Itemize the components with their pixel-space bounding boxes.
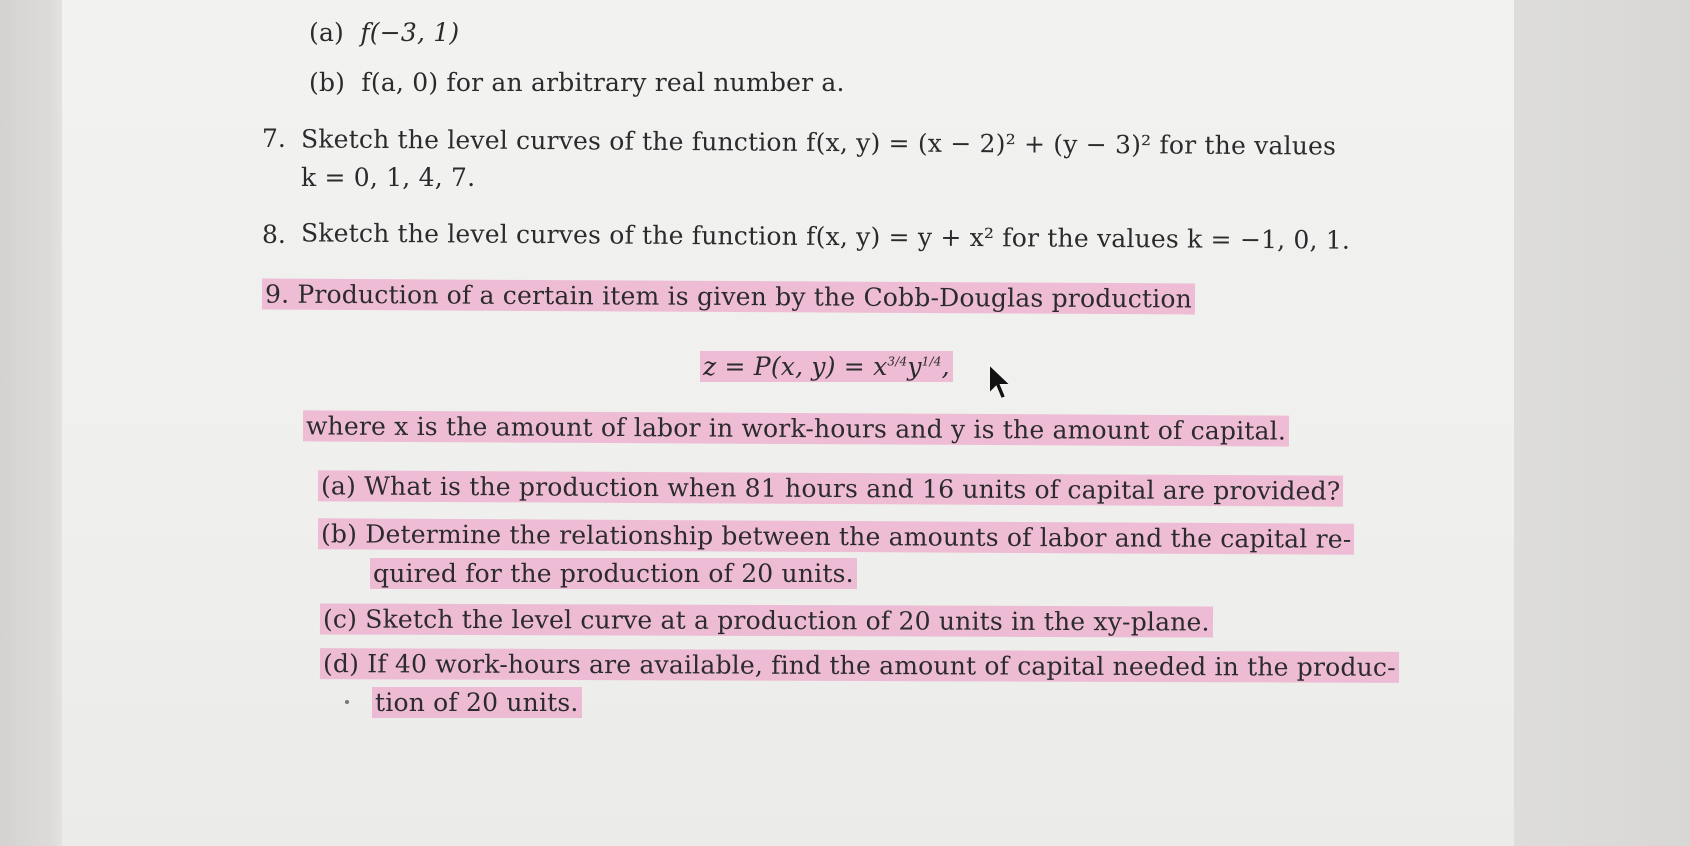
q9-formula-lhs: z = P(x, y) = x	[703, 352, 888, 381]
q9-part-a-label: (a)	[320, 471, 357, 501]
q7-number: 7.	[262, 124, 286, 153]
q9-line1	[262, 280, 1195, 314]
prev-item-b-text: f(a, 0) for an arbitrary real number a.	[361, 68, 845, 97]
q9-part-c-text: Sketch the level curve at a production of 20 units in the xy-plane.	[365, 604, 1210, 637]
q9-line3	[303, 411, 1289, 445]
q9-exponent-y: 1/4	[921, 354, 942, 369]
q9-part-b-text1: Determine the relationship between the amounts of labor and the capital re-	[365, 519, 1352, 554]
q9-part-c	[320, 604, 1213, 636]
q9-part-d-line1	[320, 649, 1399, 682]
q9-part-a	[318, 471, 1344, 505]
prev-item-a-label: (a)	[309, 18, 345, 47]
q9-part-b-text2: quired for the production of 20 units.	[370, 558, 857, 589]
q9-part-c-label: (c)	[322, 604, 358, 634]
q8-line1: Sketch the level curves of the function f(x, y) = y + x² for the values k = −1, 0, 1.	[300, 218, 1351, 255]
prev-item-a	[309, 18, 459, 47]
q9-line3-text: where x is the amount of labor in work-hours and y is the amount of capital.	[303, 410, 1289, 446]
q7-line2: k = 0, 1, 4, 7.	[301, 163, 476, 192]
q9-part-b-label: (b)	[320, 519, 358, 549]
q9-number: 9.	[264, 279, 290, 309]
q9-part-b-line2	[370, 559, 857, 588]
mouse-pointer-icon	[985, 362, 1017, 404]
q8-number: 8.	[262, 220, 286, 249]
q9-formula-end: ,	[941, 352, 950, 381]
page-speck	[345, 700, 349, 704]
q9-formula-y: y	[907, 352, 922, 381]
q7-line1: Sketch the level curves of the function f(x, y) = (x − 2)² + (y − 3)² for the values	[300, 124, 1337, 161]
q9-part-d-label: (d)	[322, 649, 360, 679]
prev-item-a-text: f(−3, 1)	[360, 18, 460, 47]
q9-part-d-text2: tion of 20 units.	[372, 687, 582, 718]
q9-part-a-text: What is the production when 81 hours and 16 units of capital are provided?	[364, 471, 1341, 506]
prev-item-b-label: (b)	[309, 68, 346, 97]
q9-text: Production of a certain item is given by the Cobb-Douglas production	[297, 279, 1193, 314]
q9-part-d-line2	[372, 688, 582, 717]
prev-item-b	[309, 68, 845, 97]
q9-exponent-x: 3/4	[887, 354, 908, 369]
q9-part-d-text1: If 40 work-hours are available, find the amount of capital needed in the produc-	[367, 649, 1396, 682]
q9-part-b-line1	[318, 519, 1355, 553]
q9-formula	[700, 352, 953, 381]
